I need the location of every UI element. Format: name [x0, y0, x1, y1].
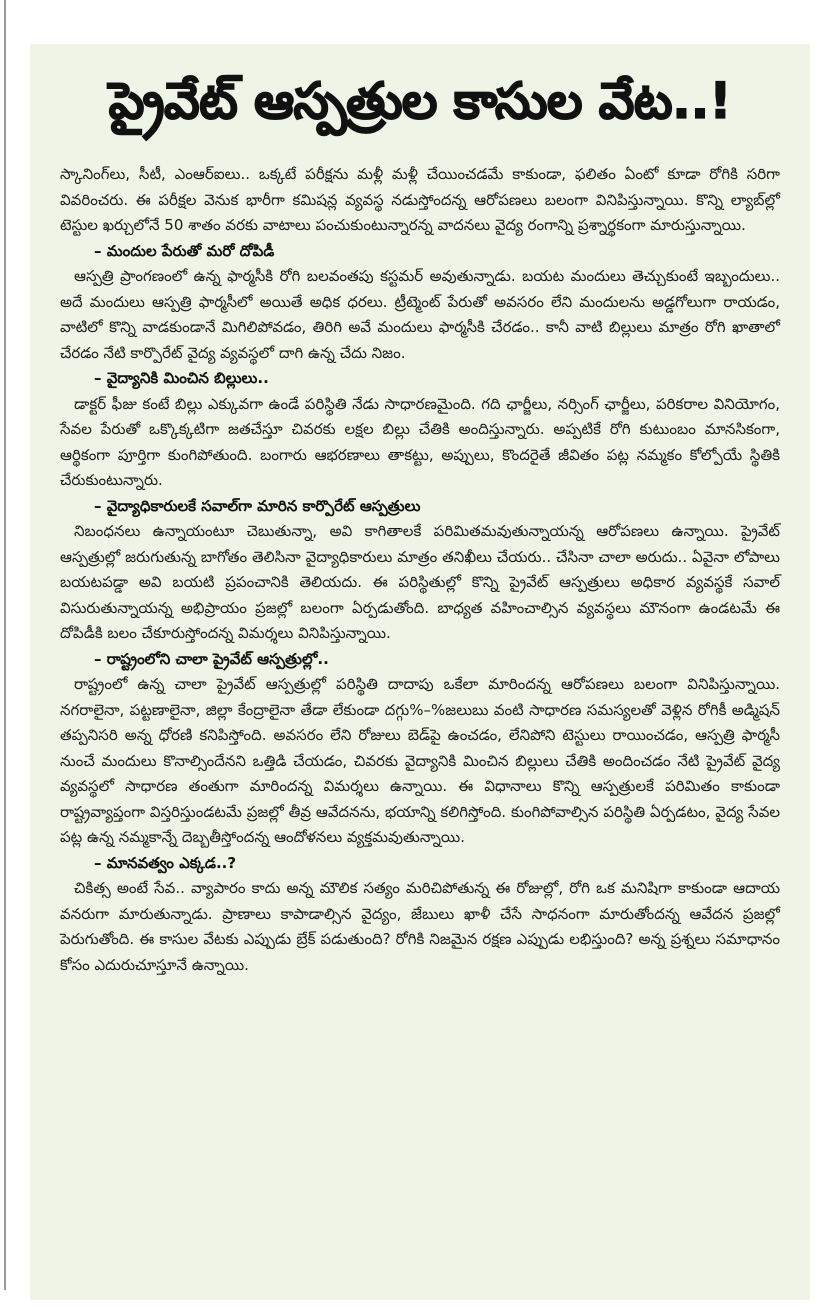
intro-paragraph: స్కానింగ్‌లు, సీటీ, ఎంఆర్ఐలు.. ఒక్కటే పరీక్షను మళ్లీ మళ్లీ చేయించడమే కాకుండా, ఫలితం ఏంటో కూడా రోగికి సరిగా వివరించరు. ఈ పరీక్షల వెనుక భారీగా కమిషన్ల వ్యవస్థ నడుస్తోందన్న ఆరోపణలు బలంగా వినిపిస్తున్నాయి. కొన్ని ల్యాబ్‌ల్లో టెస్టుల ఖర్చులోనే 50 శాతం వరకు వాటాలు పంచుకుంటున్నారన్న వాదనలు వైద్య రంగాన్ని ప్రశ్నార్థకంగా మారుస్తున్నాయి. [60, 165, 780, 234]
subheading-state: – రాష్ట్రంలోని చాలా ప్రైవేట్ ఆస్పత్రుల్లో.. [94, 649, 329, 668]
subheading-medicines: – మందుల పేరుతో మరో దోపిడీ [94, 241, 275, 260]
news-article [30, 44, 810, 1300]
subheading-bills: – వైద్యానికి మించిన బిల్లులు.. [94, 369, 269, 387]
paragraph-humanity: చికిత్స అంటే సేవ.. వ్యాపారం కాదు అన్న మౌలిక సత్యం మరిచిపోతున్న ఈ రోజుల్లో, రోగి ఒక మనిషిగా కాకుండా ఆదాయ వనరుగా మారుతున్నాడు. ప్రాణాలు కాపాడాల్సిన వైద్యం, జేబులు ఖాళీ చేసే సాధనంగా మారుతోందన్న ఆవేదన ప్రజల్లో పెరుగుతోంది. ఈ కాసుల వేటకు ఎప్పుడు బ్రేక్ పడుతుంది? రోగికి నిజమైన రక్షణ ఎప్పుడు లభిస్తుంది? అన్న ప్రశ్నలు సమాధానం కోసం ఎదురుచూస్తూనే ఉన్నాయి. [60, 879, 780, 974]
margin-rule [4, 0, 6, 1290]
paragraph-medicines: ఆస్పత్రి ప్రాంగణంలో ఉన్న ఫార్మసీకి రోగి బలవంతపు కస్టమర్ అవుతున్నాడు. బయట మందులు తెచ్చుకుంటే ఇబ్బందులు.. అదే మందులు ఆస్పత్రి ఫార్మసీలో అయితే అధిక ధరలు. ట్రీట్మెంట్ పేరుతో అవసరం లేని మందులను అడ్డగోలుగా రాయడం, వాటిలో కొన్ని వాడకుండానే మిగిలిపోవడం, తిరిగి అవే మందులు ఫార్మసీకి చేరడం.. కానీ వాటి బిల్లులు మాత్రం రోగి ఖాతాలో చేరడం నేటి కార్పొరేట్ వైద్య వ్యవస్థలో దాగి ఉన్న చేదు నిజం. [60, 267, 780, 362]
article-body [60, 162, 780, 978]
paragraph-officials: నిబంధనలు ఉన్నాయంటూ చెబుతున్నా, అవి కాగితాలకే పరిమితమవుతున్నాయన్న ఆరోపణలు ఉన్నాయి. ప్రైవేట్ ఆస్పత్రుల్లో జరుగుతున్న బాగోతం తెలిసినా వైద్యాధికారులు మాత్రం తనిఖీలు చేయరు.. చేసినా చాలా అరుదు.. ఏవైనా లోపాలు బయటపడ్డా అవి బయటి ప్రపంచానికి తెలియదు. ఈ పరిస్థితుల్లో కొన్ని ప్రైవేట్ ఆస్పత్రులు అధికార వ్యవస్థకే సవాల్ విసురుతున్నాయన్న అభిప్రాయం ప్రజల్లో బలంగా ఏర్పడుతోంది. బాధ్యత వహించాల్సిన వ్యవస్థలు మౌనంగా ఉండటమే ఈ దోపిడీకి బలం చేకూరుస్తోందన్న విమర్శలు వినిపిస్తున్నాయి. [60, 522, 780, 642]
article-headline: ప్రైవేట్ ఆస్పత్రుల కాసుల వేట..! [108, 72, 732, 130]
paragraph-state: రాష్ట్రంలో ఉన్న చాలా ప్రైవేట్ ఆస్పత్రుల్లో పరిస్థితి దాదాపు ఒకేలా మారిందన్న ఆరోపణలు బలంగా వినిపిస్తున్నాయి. నగరాలైనా, పట్టణాలైనా, జిల్లా కేంద్రాలైనా తేడా లేకుండా దగ్గు%–%జలుబు వంటి సాధారణ సమస్యలతో వెళ్లిన రోగికీ అడ్మిషన్ తప్పనిసరి అన్న ధోరణి కనిపిస్తోంది. అవసరం లేని రోజులు బెడ్‌పై ఉంచడం, లేనిపోని టెస్టులు రాయించడం, ఆస్పత్రి ఫార్మసీ నుంచే మందులు కొనాల్సిందేనని ఒత్తిడి చేయడం, చివరకు వైద్యానికి మించిన బిల్లులు చేతికి అందించడం నేటి ప్రైవేట్ వైద్య వ్యవస్థలో సాధారణ తంతుగా మారిందన్న విమర్శలు ఉన్నాయి. ఈ విధానాలు కొన్ని ఆస్పత్రులకే పరిమితం కాకుండా రాష్ట్రవ్యాప్తంగా విస్తరిస్తుండటమే ప్రజల్లో తీవ్ర ఆవేదనను, భయాన్ని కలిగిస్తోంది. కుంగిపోవాల్సిన పరిస్థితి ఏర్పడటం, వైద్య సేవల పట్ల ఉన్న నమ్మకాన్నే దెబ్బతీస్తోందన్న ఆందోళనలు వ్యక్తమవుతున్నాయి. [60, 675, 780, 846]
subheading-humanity: – మానవత్వం ఎక్కడ..? [94, 853, 237, 872]
paragraph-bills: డాక్టర్ ఫీజు కంటే బిల్లు ఎక్కువగా ఉండే పరిస్థితి నేడు సాధారణమైంది. గది ఛార్జీలు, నర్సింగ్ ఛార్జీలు, పరికరాల వినియోగం, సేవల పేరుతో ఒక్కొక్కటిగా జతచేస్తూ చివరకు లక్షల బిల్లు చేతికి అందిస్తున్నారు. అప్పటికే రోగి కుటుంబం మానసికంగా, ఆర్థికంగా పూర్తిగా కుంగిపోతుంది. బంగారు ఆభరణాలు తాకట్టు, అప్పులు, కొందరైతే జీవితం పట్ల నమ్మకం కోల్పోయే స్థితికి చేరుకుంటున్నారు. [60, 394, 780, 489]
subheading-officials: – వైద్యాధికారులకే సవాల్‌గా మారిన కార్పొరేట్ ఆస్పత్రులు [94, 496, 421, 515]
